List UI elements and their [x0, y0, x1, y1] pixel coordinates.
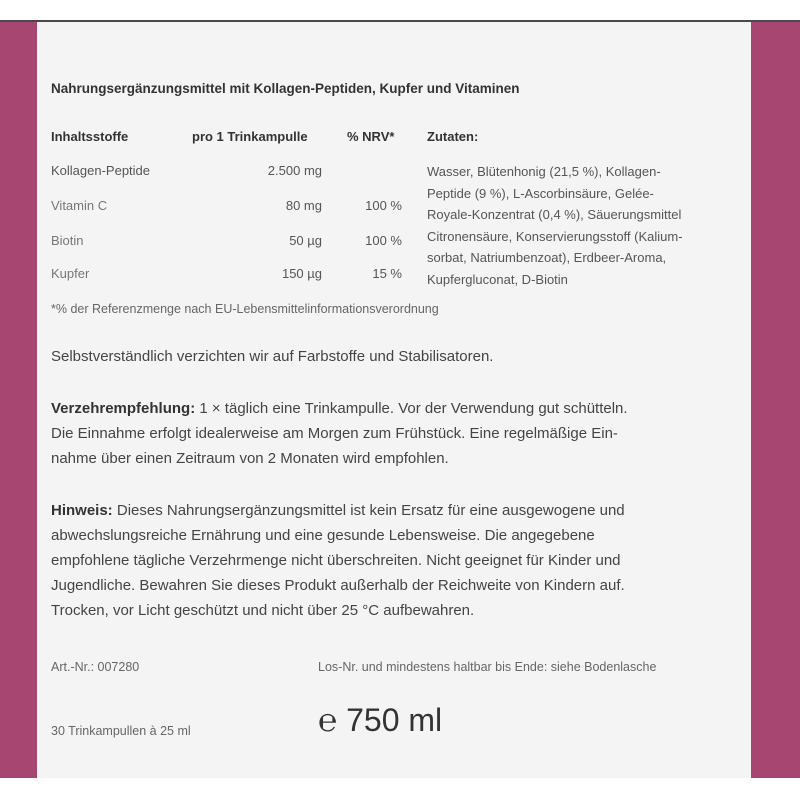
ingredients-line: Royale-Konzentrat (0,4 %), Säuerungsmittel: [427, 207, 682, 222]
article-number: Art.-Nr.: 007280: [51, 660, 140, 674]
dosage-line: Die Einnahme erfolgt idealerweise am Morgen zum Frühstück. Eine regelmäßige Ein-: [51, 425, 618, 442]
notice-line: empfohlene tägliche Verzehrmenge nicht überschreiten. Nicht geeignet für Kinder und: [51, 552, 621, 569]
header-amount: pro 1 Trinkampulle: [192, 129, 308, 144]
ingredients-line: Kupfergluconat, D-Biotin: [427, 271, 568, 287]
product-subtitle: Nahrungsergänzungsmittel mit Kollagen-Peptiden, Kupfer und Vitaminen: [51, 81, 520, 96]
row-nrv: 15 %: [372, 266, 402, 281]
header-ingredient: Inhaltsstoffe: [51, 129, 129, 144]
ingredients-text: [427, 161, 747, 290]
ingredients-line: Citronensäure, Konservierungsstoff (Kalium-: [427, 228, 683, 244]
dosage-line: 1 × täglich eine Trinkampulle. Vor der Verwendung gut schütteln.: [195, 400, 628, 417]
no-additives-statement: [51, 344, 751, 369]
row-nrv: 100 %: [365, 198, 402, 213]
dosage-line: nahme über einen Zeitraum von 2 Monaten wird empfohlen.: [51, 450, 449, 467]
ingredients-line: sorbat, Natriumbenzoat), Erdbeer-Aroma,: [427, 250, 667, 265]
net-volume: ℮ 750 ml: [318, 702, 443, 738]
row-nrv: 100 %: [365, 233, 402, 248]
right-color-band: [751, 22, 800, 778]
row-amount: 2.500 mg: [267, 163, 322, 178]
notice-section: [51, 498, 751, 623]
row-amount: 80 mg: [285, 198, 322, 213]
package-contents: 30 Trinkampullen à 25 ml: [51, 724, 191, 738]
notice-line: Jugendliche. Bewahren Sie dieses Produkt außerhalb der Reichweite von Kindern auf.: [51, 577, 625, 594]
notice-line: Trocken, vor Licht geschützt und nicht über 25 °C aufbewahren.: [51, 602, 475, 619]
ingredients-line: Peptide (9 %), L-Ascorbinsäure, Gelée-: [427, 185, 654, 201]
nrv-footnote: *% der Referenzmenge nach EU-Lebensmittelinformationsverordnung: [51, 302, 439, 316]
header-nrv: % NRV*: [347, 129, 395, 144]
notice-line: Dieses Nahrungsergänzungsmittel ist kein Ersatz für eine ausgewogene und: [112, 502, 625, 519]
dosage-section: [51, 396, 751, 471]
lot-info: Los-Nr. und mindestens haltbar bis Ende: siehe Bodenlasche: [318, 660, 657, 674]
notice-line: abwechslungsreiche Ernährung und eine gesunde Lebensweise. Die angegebene: [51, 527, 595, 544]
ingredients-line: Wasser, Blütenhonig (21,5 %), Kollagen-: [427, 164, 661, 179]
dosage-label: Verzehrempfehlung:: [51, 400, 196, 417]
row-name: Kupfer: [51, 266, 90, 281]
row-amount: 150 µg: [281, 266, 322, 281]
left-color-band: [0, 22, 37, 778]
row-amount: 50 µg: [289, 233, 322, 248]
row-name: Kollagen-Peptide: [51, 163, 151, 178]
row-name: Biotin: [51, 233, 84, 248]
header-zutaten: Zutaten:: [427, 129, 479, 144]
no-additives-text: Selbstverständlich verzichten wir auf Farbstoffe und Stabilisatoren.: [51, 348, 494, 365]
row-name: Vitamin C: [51, 198, 108, 213]
notice-label: Hinweis:: [51, 502, 113, 519]
